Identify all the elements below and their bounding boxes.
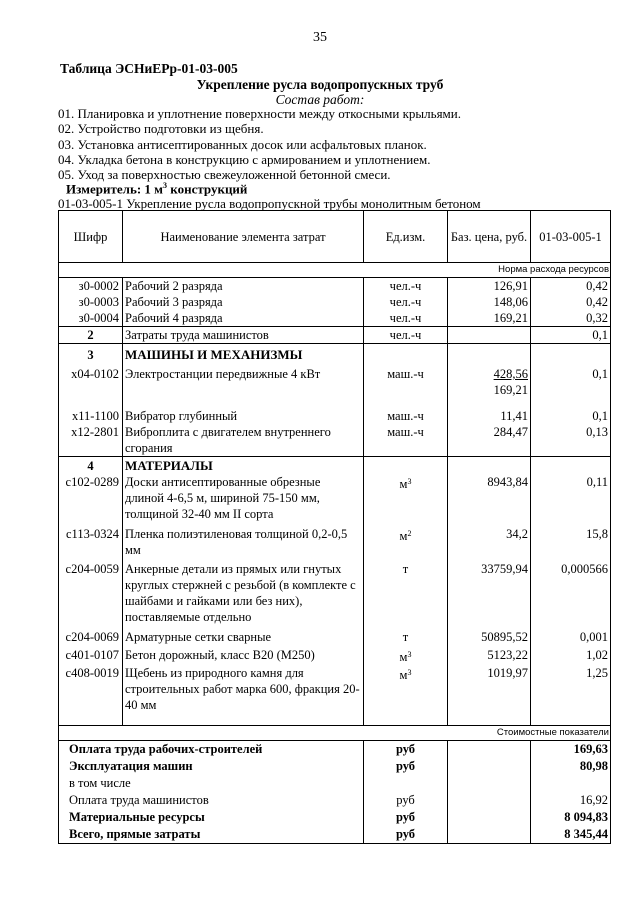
row-price: 5123,22 [448,645,531,665]
row-value: 0,32 [531,310,611,327]
row-value: 0,000566 [531,558,611,625]
resource-table [58,210,611,844]
summary-label: Оплата труда рабочих-строителей [59,741,364,759]
table-header [59,211,611,263]
work-item: 02. Устройство подготовки из щебня. [58,121,264,137]
row-price: 8943,84 [448,474,531,522]
section-name: МАШИНЫ И МЕХАНИЗМЫ [123,344,364,364]
row-value: 0,1 [531,363,611,398]
row-price: 169,21 [448,310,531,327]
section-code: 3 [59,344,123,364]
composition-label: Состав работ: [275,92,365,107]
row-code: с204-0059 [59,558,123,625]
row-price: 33759,94 [448,558,531,625]
table-title: Укрепление русла водопропускных труб [196,77,444,92]
row-value: 0,42 [531,294,611,310]
summary-label: Оплата труда машинистов [59,792,364,809]
row-unit: чел.-ч [364,310,448,327]
summary-row [59,809,611,826]
summary-value: 8 094,83 [531,809,611,826]
row-unit: чел.-ч [364,327,448,344]
summary-row [59,792,611,809]
summary-row [59,741,611,759]
table-row [59,327,611,344]
row-name: Затраты труда машинистов [123,327,364,344]
row-value: 0,13 [531,424,611,457]
table-row [59,398,611,424]
row-code: х12-2801 [59,424,123,457]
row-price: 50895,52 [448,625,531,645]
row-name: Щебень из природного камня для строительных работ марка 600, фракция 20-40 мм [123,665,364,726]
row-code: с408-0019 [59,665,123,726]
price-main: 428,56 [493,367,528,381]
row-unit: маш.-ч [364,363,448,398]
summary-value: 16,92 [531,792,611,809]
row-unit: т [364,558,448,625]
table-code: Таблица ЭСНиЕРр-01-03-005 [60,61,238,76]
cost-label-row [59,726,611,741]
row-name: Электростанции передвижные 4 кВт [123,363,364,398]
summary-unit: руб [364,741,448,759]
summary-value [531,775,611,792]
row-name: Бетон дорожный, класс В20 (М250) [123,645,364,665]
section-name: МАТЕРИАЛЫ [123,457,364,475]
price-secondary: 169,21 [493,383,528,397]
row-value: 0,1 [531,398,611,424]
work-item: 04. Укладка бетона в конструкцию с армированием и уплотнением. [58,151,431,167]
table-row [59,474,611,522]
header-unit: Ед.изм. [364,211,448,263]
row-name: Рабочий 3 разряда [123,294,364,310]
row-code: с204-0069 [59,625,123,645]
row-unit: $м^2$ [364,522,448,558]
row-unit: $м^3$ [364,474,448,522]
table-row [59,310,611,327]
section-code: 4 [59,457,123,475]
summary-unit [364,775,448,792]
row-price: 126,91 [448,278,531,295]
summary-label: Материальные ресурсы [59,809,364,826]
summary-unit: руб [364,792,448,809]
table-row [59,278,611,295]
row-unit: т [364,625,448,645]
row-value: 0,001 [531,625,611,645]
row-value: 0,1 [531,327,611,344]
summary-row [59,775,611,792]
row-unit: чел.-ч [364,278,448,295]
header-norm: 01-03-005-1 [531,211,611,263]
work-item: 01. Планировка и уплотнение поверхности между откосными крыльями. [58,106,461,121]
works-list [58,106,618,182]
row-unit: маш.-ч [364,398,448,424]
row-unit: чел.-ч [364,294,448,310]
summary-unit: руб [364,758,448,775]
row-name: Рабочий 2 разряда [123,278,364,295]
work-item: 05. Уход за поверхностью свежеуложенной бетонной смеси. [58,167,391,183]
row-unit: маш.-ч [364,424,448,457]
table-row [59,424,611,457]
row-code: з0-0004 [59,310,123,327]
summary-unit: руб [364,826,448,844]
row-price: 34,2 [448,522,531,558]
row-name: Вибратор глубинный [123,398,364,424]
table-row [59,625,611,645]
summary-unit: руб [364,809,448,826]
table-row [59,645,611,665]
row-name: Виброплита с двигателем внутреннего сгорания [123,424,364,457]
summary-value: 169,63 [531,741,611,759]
row-price: 284,47 [448,424,531,457]
row-value: 1,25 [531,665,611,726]
row-code: с401-0107 [59,645,123,665]
table-row [59,558,611,625]
summary-label: Эксплуатация машин [59,758,364,775]
row-value: 1,02 [531,645,611,665]
summary-row [59,826,611,844]
row-price: 1019,97 [448,665,531,726]
row-name: Рабочий 4 разряда [123,310,364,327]
norm-label: Норма расхода ресурсов [59,263,611,278]
row-value: 0,42 [531,278,611,295]
section-title: 01-03-005-1 Укрепление русла водопропускной трубы монолитным бетоном [58,196,481,211]
header-name: Наименование элемента затрат [123,211,364,263]
cost-label: Стоимостные показатели [59,726,611,741]
table-row [59,665,611,726]
row-code: з0-0003 [59,294,123,310]
row-code: с113-0324 [59,522,123,558]
row-code: х11-1100 [59,398,123,424]
summary-value: 80,98 [531,758,611,775]
row-price: 11,41 [448,398,531,424]
row-name: Доски антисептированные обрезные длиной 4-6,5 м, шириной 75-150 мм, толщиной 32-40 мм II сорта [123,474,364,522]
row-value: 15,8 [531,522,611,558]
row-unit: $м^3$ [364,665,448,726]
row-price: 148,06 [448,294,531,310]
summary-label: в том числе [59,775,364,792]
summary-value: 8 345,44 [531,826,611,844]
summary-label: Всего, прямые затраты [59,826,364,844]
row-price [448,327,531,344]
row-code: з0-0002 [59,278,123,295]
norm-label-row [59,263,611,278]
header-price: Баз. цена, руб. [448,211,531,263]
header-code: Шифр [59,211,123,263]
row-unit: $м^3$ [364,645,448,665]
table-row [59,522,611,558]
row-code: 2 [59,327,123,344]
table-row [59,294,611,310]
section-row-materials [59,457,611,475]
section-row-machines [59,344,611,364]
summary-row [59,758,611,775]
row-price [448,363,531,398]
row-name: Пленка полиэтиленовая толщиной 0,2-0,5 мм [123,522,364,558]
page-number: 35 [313,30,327,45]
row-code: с102-0289 [59,474,123,522]
measurer: Измеритель: 1 $м^3$ конструкций [66,181,248,197]
row-name: Анкерные детали из прямых или гнутых круглых стержней с резьбой (в комплекте с шайбами и гайками или без них), поставляемые отдельно [123,558,364,625]
work-item: 03. Установка антисептированных досок или асфальтовых планок. [58,136,427,152]
row-code: х04-0102 [59,363,123,398]
table-row [59,363,611,398]
row-value: 0,11 [531,474,611,522]
row-name: Арматурные сетки сварные [123,625,364,645]
